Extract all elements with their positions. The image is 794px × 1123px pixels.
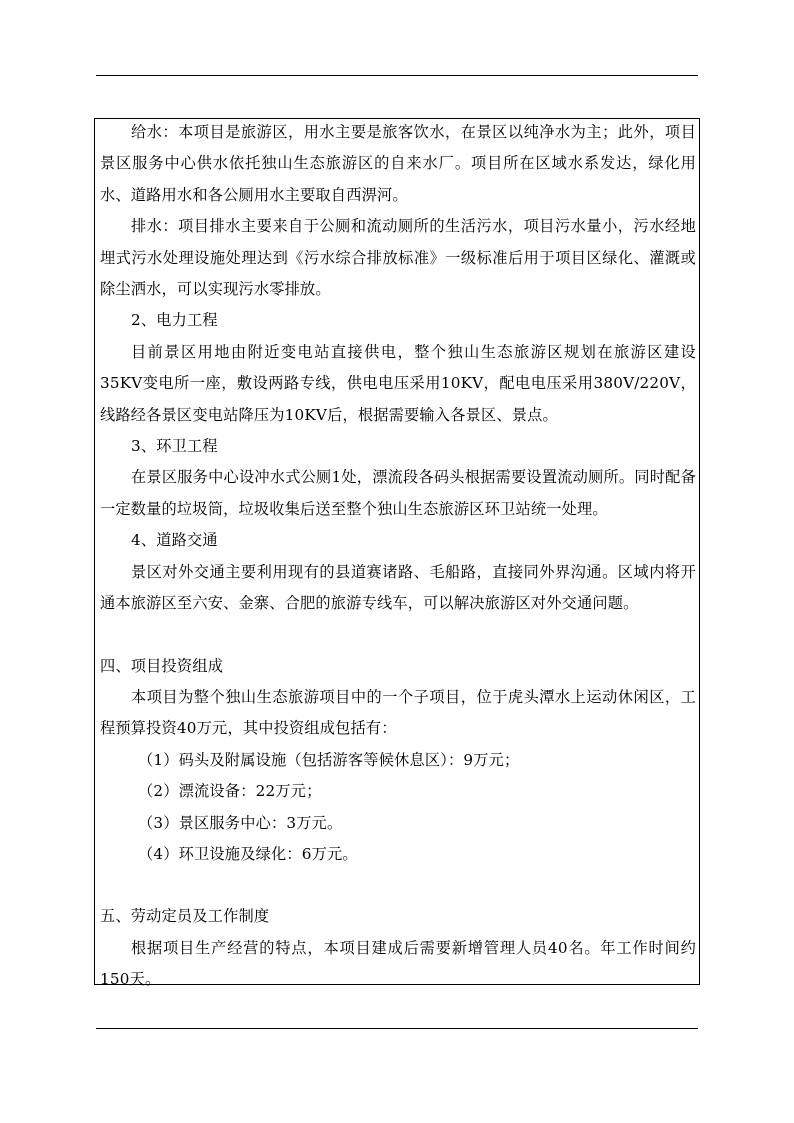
investment-item: （4）环卫设施及绿化：6万元。 <box>138 844 358 863</box>
investment-item: （2）漂流设备：22万元； <box>138 782 322 801</box>
investment-item: （3）景区服务中心：3万元。 <box>138 813 343 832</box>
road-paragraph: 景区对外交通主要利用现有的县道赛诸路、毛船路，直接同外界沟通。区域内将开通本旅游区至六安、金寨、合肥的旅游专线车，可以解决旅游区对外交通问题。 <box>100 562 696 613</box>
footer-rule <box>96 1028 698 1029</box>
labor-heading: 五、劳动定员及工作制度 <box>100 907 270 926</box>
power-heading: 2、电力工程 <box>131 311 218 330</box>
water-supply-paragraph: 给水：本项目是旅游区，用水主要是旅客饮水，在景区以纯净水为主；此外，项目景区服务中心供水依托独山生态旅游区的自来水厂。项目所在区域水系发达，绿化用水、道路用水和各公厕用水主要取自西淠河。 <box>100 123 696 204</box>
power-paragraph: 目前景区用地由附近变电站直接供电，整个独山生态旅游区规划在旅游区建设35KV变电所一座，敷设两路专线，供电电压采用10KV，配电电压采用380V/220V，线路经各景区变电站降压为10KV后，根据需要输入各景区、景点。 <box>100 342 696 424</box>
road-heading: 4、道路交通 <box>131 531 218 550</box>
investment-heading: 四、项目投资组成 <box>100 656 224 675</box>
header-rule <box>96 75 698 76</box>
drainage-paragraph: 排水：项目排水主要来自于公厕和流动厕所的生活污水，项目污水量小，污水经地埋式污水处理设施处理达到《污水综合排放标准》一级标准后用于项目区绿化、灌溉或除尘洒水，可以实现污水零排放。 <box>100 217 696 299</box>
document-body <box>100 117 696 996</box>
sanitation-heading: 3、环卫工程 <box>131 437 218 456</box>
investment-item: （1）码头及附属设施（包括游客等候休息区）：9万元； <box>138 750 520 769</box>
sanitation-paragraph: 在景区服务中心设冲水式公厕1处，漂流段各码头根据需要设置流动厕所。同时配备一定数量的垃圾筒，垃圾收集后送至整个独山生态旅游区环卫站统一处理。 <box>100 468 696 518</box>
labor-paragraph: 根据项目生产经营的特点，本项目建成后需要新增管理人员40名。年工作时间约150天。 <box>100 938 696 989</box>
investment-paragraph: 本项目为整个独山生态旅游项目中的一个子项目，位于虎头潭水上运动休闲区，工程预算投资40万元，其中投资组成包括有： <box>100 687 696 738</box>
